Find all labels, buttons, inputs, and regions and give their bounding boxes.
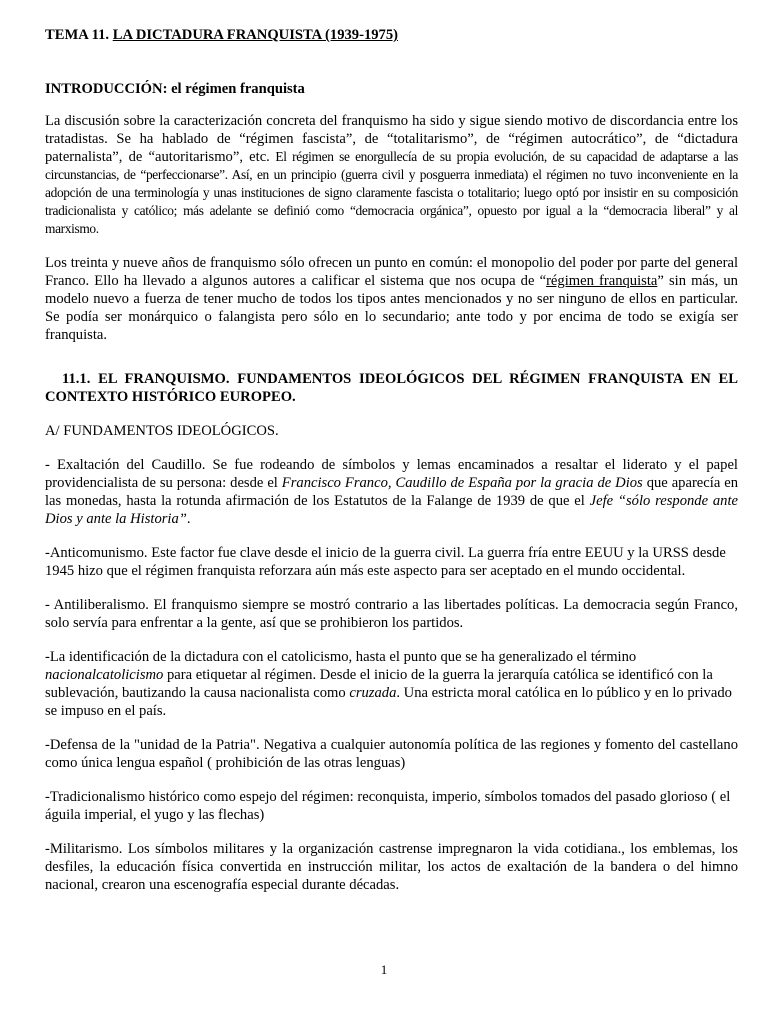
intro-paragraph-1-a: La discusión sobre la caracterización concreta del franquismo ha sido y sigue siendo motivo de discordancia entre los tratadistas. Se ha hablado de “régimen fascista”, de “totalitarismo”, de “régimen autocrático”, de “dictadura paternalista”, de “autoritarismo”, etc. <box>45 113 738 165</box>
bullet-caudillo-quote-1: Francisco Franco, Caudillo de España por la gracia de Dios <box>281 475 643 491</box>
section-heading: 11.1. EL FRANQUISMO. FUNDAMENTOS IDEOLÓGICOS DEL RÉGIMEN FRANQUISTA EN EL CONTEXTO HISTÓRICO EUROPEO. <box>45 371 738 405</box>
document-page <box>45 26 738 894</box>
title-prefix: TEMA 11. <box>45 27 113 43</box>
bullet-tradicionalismo: -Tradicionalismo histórico como espejo del régimen: reconquista, imperio, símbolos tomados del pasado glorioso ( el águila imperial, el yugo y las flechas) <box>45 789 731 823</box>
subheading: A/ FUNDAMENTOS IDEOLÓGICOS. <box>45 423 279 439</box>
bullet-catolicismo-term: nacionalcatolicismo <box>45 667 164 683</box>
bullet-catolicismo-c: . Una estricta moral católica en lo público y en lo privado se impuso en el país. <box>45 685 732 719</box>
document-title <box>45 26 738 44</box>
intro-paragraph-1-b: El régimen se enorgullecía de su propia evolución, de su capacidad de adaptarse a las circunstancias, de “perfeccionarse”. Así, en un principio (guerra civil y posguerra inmediata) el régimen no tuvo inconveniente en la adopción de una terminología y unas instituciones de signo claramente fascista o totalitario; luego optó por insistir en su composición tradicionalista y católico; más adelante se definió como “democracia orgánica”, opuesto por igual a la “democracia liberal” y al marxismo. <box>45 149 738 236</box>
title-main: LA DICTADURA FRANQUISTA (1939-1975) <box>112 27 398 43</box>
bullet-caudillo-c: . <box>186 511 191 527</box>
bullet-catolicismo-cruzada: cruzada <box>349 685 397 701</box>
intro-paragraph-1 <box>45 112 738 238</box>
regimen-franquista-link[interactable]: régimen franquista <box>546 273 658 289</box>
intro-paragraph-2-b: ” sin más, un modelo nuevo a fuerza de tener mucho de todos los tipos antes mencionados y no ser ninguno de ellos en particular. Se podía ser monárquico o falangista pero sólo en lo secundario; ante todo y por encima de todo se exigía ser franquista. <box>45 273 738 343</box>
bullet-catolicismo <box>45 648 738 720</box>
intro-paragraph-2-a: Los treinta y nueve años de franquismo sólo ofrecen un punto en común: el monopolio del poder por parte del general Franco. Ello ha llevado a algunos autores a calificar el sistema que nos ocupa de “ <box>45 255 738 289</box>
intro-paragraph-2 <box>45 254 738 344</box>
bullet-caudillo-a: - Exaltación del Caudillo. Se fue rodeando de símbolos y lemas encaminados a resaltar el liderato y el papel providencialista de su persona: desde el <box>45 457 738 491</box>
bullet-unidad-patria: -Defensa de la "unidad de la Patria". Negativa a cualquier autonomía política de las regiones y fomento del castellano como única lengua español ( prohibición de las otras lenguas) <box>45 737 738 771</box>
bullet-caudillo <box>45 456 738 528</box>
bullet-antiliberalismo: - Antiliberalismo. El franquismo siempre se mostró contrario a las libertades políticas. La democracia según Franco, solo servía para enfrentar a la gente, así que se prohibieron los partidos. <box>45 597 738 631</box>
bullet-caudillo-b: que aparecía en las monedas, hasta la rotunda afirmación de los Estatutos de la Falange de 1939 de que el <box>45 475 739 509</box>
page-number: 1 <box>380 962 388 977</box>
bullet-catolicismo-a: -La identificación de la dictadura con el catolicismo, hasta el punto que se ha generalizado el término <box>45 649 637 665</box>
bullet-caudillo-quote-2: Jefe “sólo responde ante Dios y ante la Historia” <box>45 493 738 527</box>
bullet-anticomunismo: -Anticomunismo. Este factor fue clave desde el inicio de la guerra civil. La guerra fría entre EEUU y la URSS desde 1945 hizo que el régimen franquista reforzara aún más este aspecto para ser aceptado en el mundo occidental. <box>45 545 726 579</box>
bullet-militarismo: -Militarismo. Los símbolos militares y la organización castrense impregnaron la vida cotidiana., los emblemas, los desfiles, la educación física convertida en instrucción militar, los actos de exaltación de la bandera o del himno nacional, crearon una escenografía especial durante décadas. <box>45 841 738 893</box>
bullet-catolicismo-b: para etiquetar al régimen. Desde el inicio de la guerra la jerarquía católica se identificó con la sublevación, bautizando la causa nacionalista como <box>45 667 713 701</box>
intro-heading: INTRODUCCIÓN: el régimen franquista <box>45 81 305 97</box>
